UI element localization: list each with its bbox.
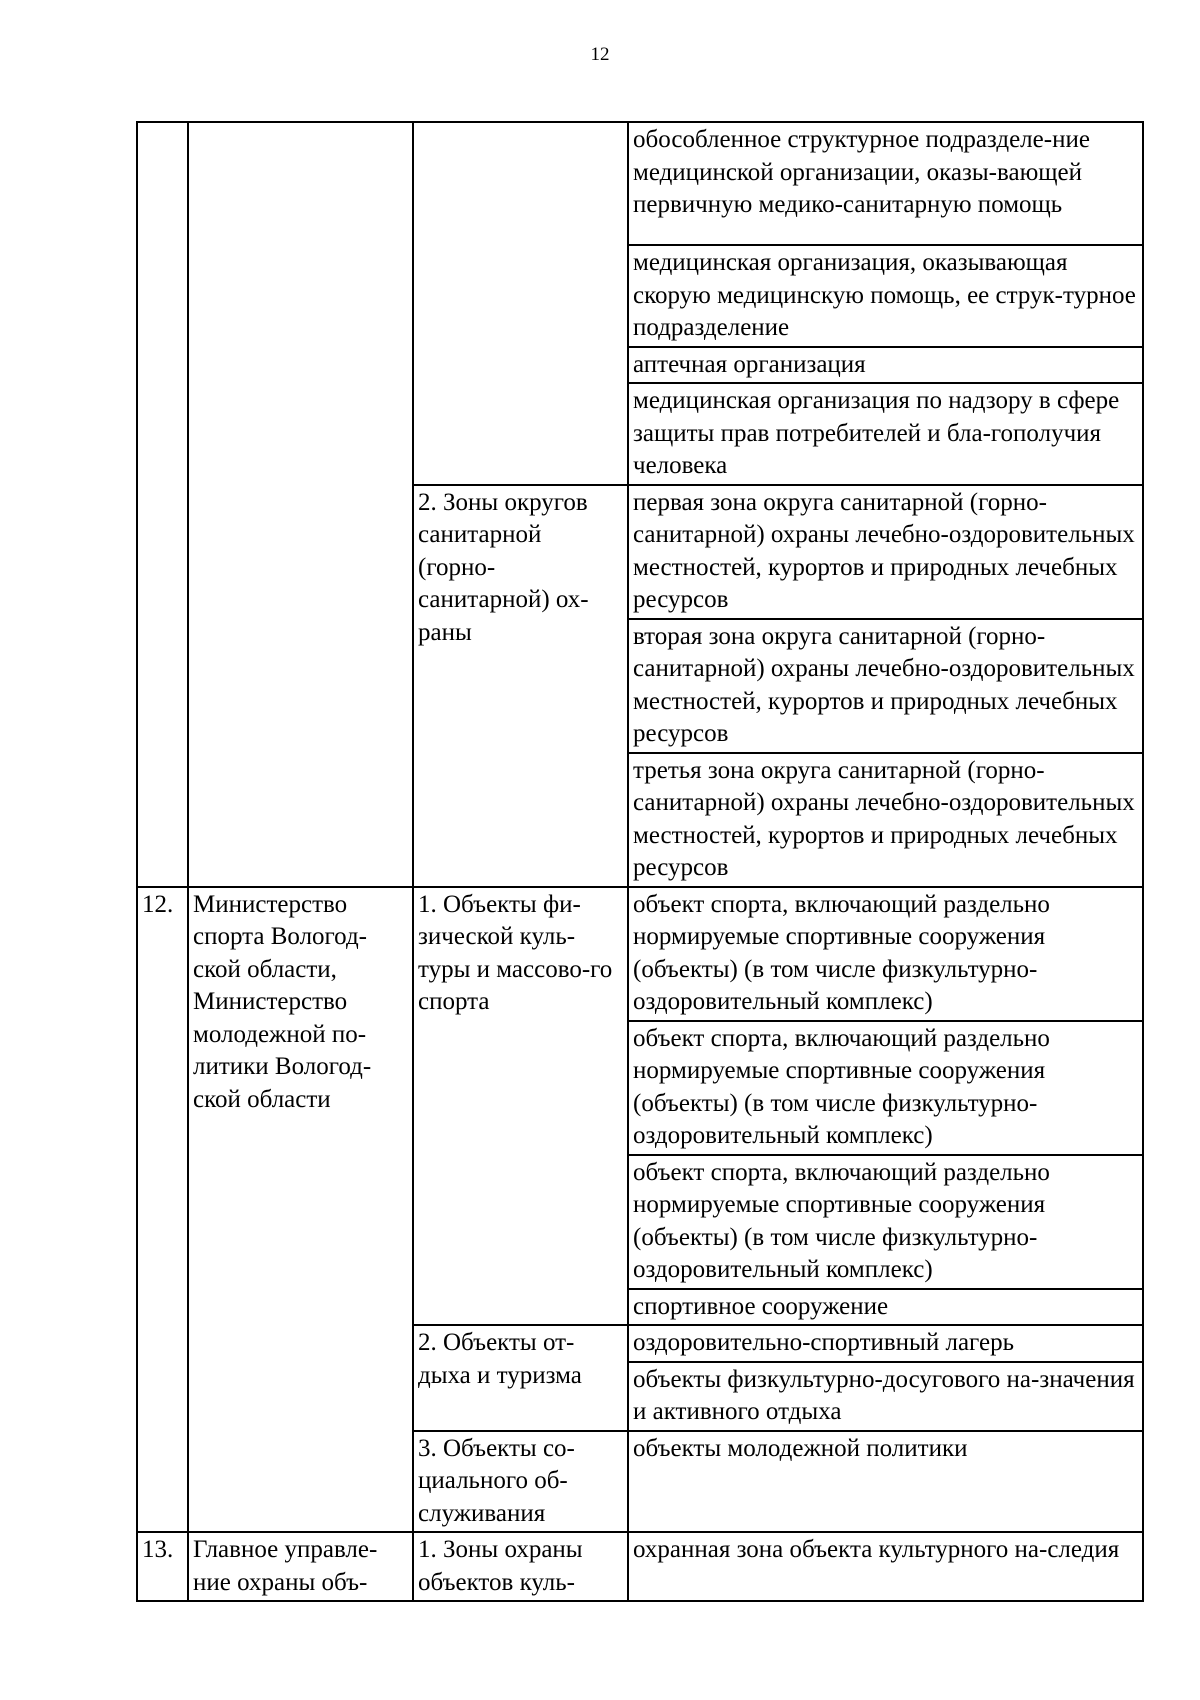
category-cell: 2. Зоны округов санитарной (горно-санитарной) ох-раны [413,485,628,887]
object-type-cell: охранная зона объекта культурного на-следия [628,1532,1143,1601]
object-type-cell: объект спорта, включающий раздельно нормируемые спортивные сооружения (объекты) (в том числе физкультурно-оздоровительный комплекс) [628,1155,1143,1289]
row-number-cell: 13. [137,1532,188,1601]
object-type-cell: третья зона округа санитарной (горно-санитарной) охраны лечебно-оздоровительных местностей, курортов и природных лечебных ресурсов [628,753,1143,887]
category-cell: 1. Зоны охраны объектов куль- [413,1532,628,1601]
object-type-cell: медицинская организация, оказывающая скорую медицинскую помощь, ее струк-турное подразделение [628,245,1143,347]
organization-cell: Министерство спорта Вологод-ской области, Министерство молодежной по-литики Вологод-ской области [188,887,413,1533]
page-number: 12 [590,44,610,65]
table-row [137,1532,1143,1601]
organization-cell: Главное управле-ние охраны объ- [188,1532,413,1601]
organization-cell [188,122,413,887]
zones-table [136,121,1144,1602]
object-type-cell: аптечная организация [628,347,1143,384]
row-number-cell: 12. [137,887,188,1533]
object-type-cell: оздоровительно-спортивный лагерь [628,1325,1143,1362]
object-type-cell: спортивное сооружение [628,1289,1143,1326]
object-type-cell: объект спорта, включающий раздельно нормируемые спортивные сооружения (объекты) (в том числе физкультурно-оздоровительный комплекс) [628,1021,1143,1155]
category-cell [413,122,628,485]
table-row [137,887,1143,1021]
category-cell: 3. Объекты со-циального об-служивания [413,1431,628,1533]
table-row [137,122,1143,245]
object-type-cell: медицинская организация по надзору в сфере защиты прав потребителей и бла-гополучия человека [628,383,1143,485]
row-number-cell [137,122,188,887]
object-type-cell: объект спорта, включающий раздельно нормируемые спортивные сооружения (объекты) (в том числе физкультурно-оздоровительный комплекс) [628,887,1143,1021]
object-type-cell: обособленное структурное подразделе-ние медицинской организации, оказы-вающей первичную медико-санитарную помощь [628,122,1143,245]
object-type-cell: вторая зона округа санитарной (горно-санитарной) охраны лечебно-оздоровительных местностей, курортов и природных лечебных ресурсов [628,619,1143,753]
object-type-cell: объекты физкультурно-досугового на-значения и активного отдыха [628,1362,1143,1431]
category-cell: 2. Объекты от-дыха и туризма [413,1325,628,1431]
object-type-cell: первая зона округа санитарной (горно-санитарной) охраны лечебно-оздоровительных местностей, курортов и природных лечебных ресурсов [628,485,1143,619]
category-cell: 1. Объекты фи-зической куль-туры и массово-го спорта [413,887,628,1326]
object-type-cell: объекты молодежной политики [628,1431,1143,1533]
